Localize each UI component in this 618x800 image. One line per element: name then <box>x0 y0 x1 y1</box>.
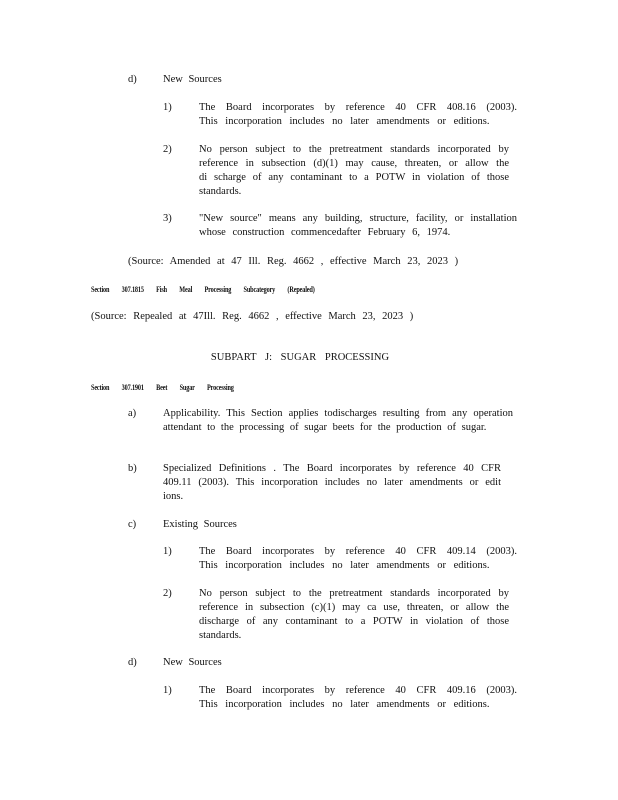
subsection-a-label: a) <box>128 408 137 419</box>
subsection-c-heading: Existing Sources <box>163 519 237 530</box>
subsection-b-label: b) <box>128 463 137 474</box>
item-3-number: 3) <box>163 213 172 224</box>
c-item-2-text: No person subject to the pretreatment standards incorporated by reference in subsection (c)(1) may ca use, threaten, or allow the discharge of any contaminant to a POTW in violation of those standards. <box>199 588 509 641</box>
item-1-text: The Board incorporates by reference 40 CFR 408.16 (2003). This incorporation includes no later amendments or editions. <box>199 102 517 127</box>
subsection-d-label: d) <box>128 74 137 85</box>
item-3-text: "New source" means any building, structure, facility, or installation whose construction commencedafter February 6, 1974. <box>199 213 517 238</box>
subsection-d-label-2: d) <box>128 657 137 668</box>
section-1901-heading: Section 307.1901 Beet Sugar Processing <box>91 383 234 392</box>
subsection-d-heading: New Sources <box>163 74 222 85</box>
subsection-c-label: c) <box>128 519 137 530</box>
d-item-1-number: 1) <box>163 685 172 696</box>
item-2-number: 2) <box>163 144 172 155</box>
c-item-1-number: 1) <box>163 546 172 557</box>
c-item-2-number: 2) <box>163 588 172 599</box>
section-1815-heading: Section 307.1815 Fish Meal Processing Subcategory (Repealed) <box>91 285 315 294</box>
subpart-j-title: SUBPART J: SUGAR PROCESSING <box>210 352 390 363</box>
item-2-text: No person subject to the pretreatment standards incorporated by reference in subsection (d)(1) may cause, threaten, or allow the di scharge of any contaminant to a POTW in violation of those standards. <box>199 144 509 197</box>
c-item-1-text: The Board incorporates by reference 40 CFR 409.14 (2003). This incorporation includes no later amendments or editions. <box>199 546 517 571</box>
source-note-repealed: (Source: Repealed at 47Ill. Reg. 4662 , effective March 23, 2023 ) <box>91 311 414 322</box>
source-note-amended: (Source: Amended at 47 Ill. Reg. 4662 , effective March 23, 2023 ) <box>128 256 459 267</box>
subsection-b-text: Specialized Definitions . The Board incorporates by reference 40 CFR 409.11 (2003). This incorporation includes no later amendments or edit ions. <box>163 463 501 502</box>
item-1-number: 1) <box>163 102 172 113</box>
d-item-1-text: The Board incorporates by reference 40 CFR 409.16 (2003). This incorporation includes no later amendments or editions. <box>199 685 517 710</box>
subsection-a-text: Applicability. This Section applies todischarges resulting from any operation attendant to the processing of sugar beets for the production of sugar. <box>163 408 513 433</box>
subsection-d-heading-2: New Sources <box>163 657 222 668</box>
